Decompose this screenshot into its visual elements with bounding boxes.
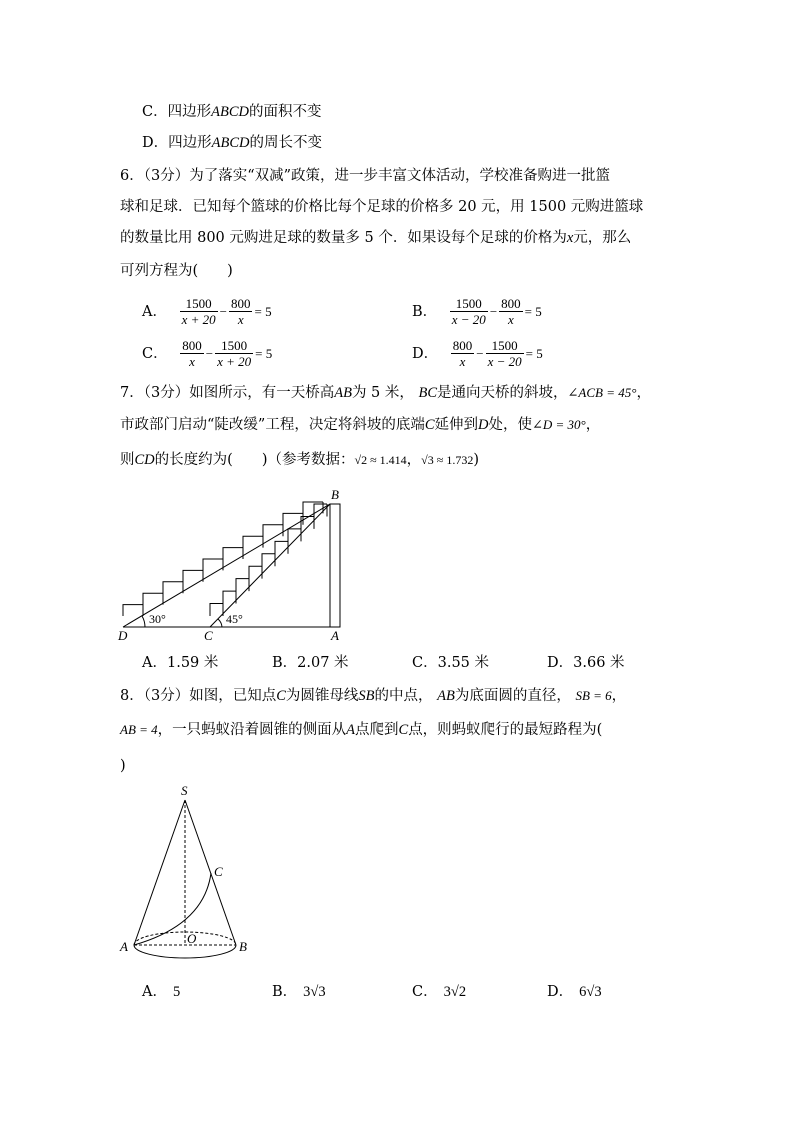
- generatrix-sb: [185, 800, 236, 945]
- generatrix-sa: [134, 800, 185, 945]
- q8-stem-line3: ): [120, 758, 126, 774]
- slope-db: [123, 504, 330, 627]
- q7-option-b: B．2.07 米: [272, 655, 349, 671]
- q8-option-c: C． 3√2: [412, 984, 467, 1000]
- q5-option-c: C．四边形ABCD的面积不变: [142, 104, 322, 120]
- label-d: D: [118, 628, 128, 642]
- stairs-to-c: [210, 504, 327, 616]
- angle-arc-d: [142, 616, 145, 627]
- label-b: B: [331, 487, 339, 502]
- q7-option-d: D．3.66 米: [547, 655, 625, 671]
- label-c: C: [214, 864, 223, 879]
- label-30: 30°: [149, 612, 166, 626]
- q7-stem-line3: 则CD的长度约为( )（参考数据：√2 ≈ 1.414，√3 ≈ 1.732): [120, 452, 479, 468]
- label-45: 45°: [226, 612, 243, 626]
- q6-option-a: A． $\frac{1500}{x + 20}$ − $\frac{800}{x}$ = 5: [142, 296, 272, 327]
- label-c: C: [204, 628, 213, 642]
- q7-option-a: A．1.59 米: [142, 655, 219, 671]
- q8-option-a: A． 5: [142, 984, 181, 1000]
- angle-arc-c: [218, 619, 222, 627]
- label-a: A: [120, 939, 128, 954]
- q8-stem-line1: 8．（3分）如图，已知点C为圆锥母线SB的中点， AB为底面圆的直径， SB = 6，: [120, 688, 627, 704]
- slope-cb: [210, 504, 330, 627]
- q7-figure: [115, 482, 355, 642]
- q7-option-c: C．3.55 米: [412, 655, 490, 671]
- q6-option-c: C． $\frac{800}{x}$ − $\frac{1500}{x + 20}$ = 5: [142, 338, 273, 369]
- step-outline-c: [210, 504, 327, 616]
- q6-stem-line2: 球和足球．已知每个篮球的价格比每个足球的价格多 20 元，用 1500 元购进篮球: [120, 199, 644, 215]
- q7-stem-line1: 7．（3分）如图所示，有一天桥高AB为 5 米， BC是通向天桥的斜坡，∠ACB = 45°，: [120, 385, 651, 401]
- q8-figure: [112, 780, 262, 965]
- pillar-ab: [330, 504, 340, 627]
- q6-stem-line1: 6．（3分）为了落实“双减”政策，进一步丰富文体活动，学校准备购进一批篮: [120, 168, 611, 184]
- q6-option-d: D． $\frac{800}{x}$ − $\frac{1500}{x - 20}$ = 5: [412, 338, 543, 369]
- q8-option-d: D． 6√3: [547, 984, 602, 1000]
- label-s: S: [181, 783, 188, 798]
- base-front-arc: [134, 945, 236, 958]
- q6-stem-line3: 的数量比用 800 元购进足球的数量多 5 个．如果设每个足球的价格为x元，那么: [120, 230, 632, 246]
- q5-option-d: D．四边形ABCD的周长不变: [142, 135, 322, 151]
- q7-stem-line2: 市政部门启动“陡改缓”工程，决定将斜坡的底端C延伸到D处，使∠D = 30°，: [120, 417, 601, 433]
- base-back-arc: [134, 932, 236, 945]
- q8-stem-line2: AB = 4，一只蚂蚁沿着圆锥的侧面从A点爬到C点，则蚂蚁爬行的最短路程为(: [120, 722, 603, 738]
- q6-option-b: B． $\frac{1500}{x - 20}$ − $\frac{800}{x}$ = 5: [412, 296, 542, 327]
- label-o: O: [187, 931, 197, 946]
- q6-stem-line4: 可列方程为( ): [120, 263, 233, 279]
- q8-option-b: B． 3√3: [272, 984, 326, 1000]
- ant-path: [134, 873, 211, 945]
- label-b: B: [239, 939, 247, 954]
- label-a: A: [331, 628, 339, 642]
